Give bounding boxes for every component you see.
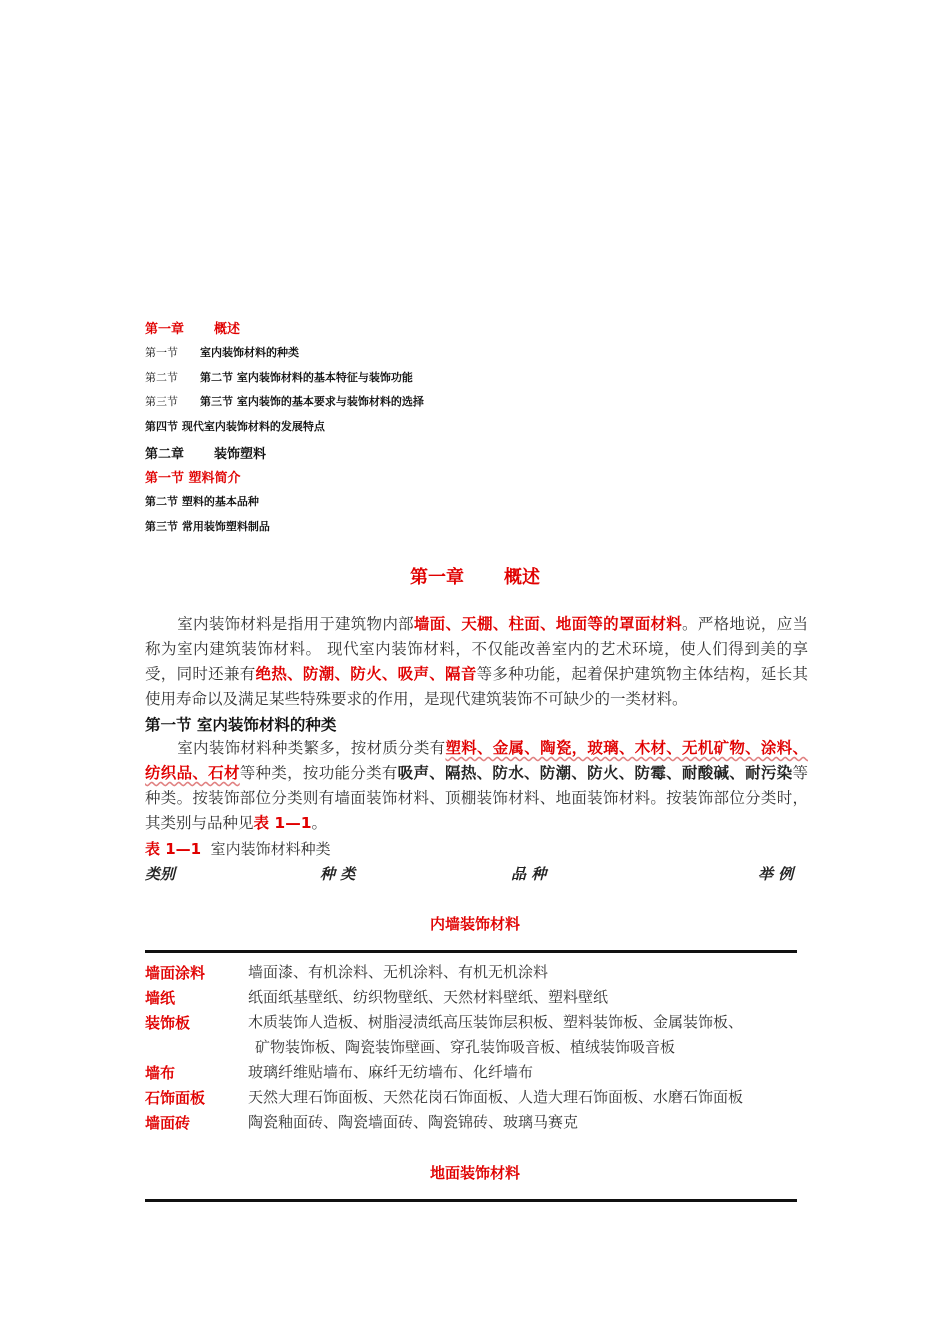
table-row-items-continued: 矿物装饰板、陶瓷装饰壁画、穿孔装饰吸音板、植绒装饰吸音板 (255, 1038, 676, 1056)
table-row-category: 墙纸 (145, 989, 176, 1007)
table-row-category: 石饰面板 (145, 1089, 206, 1107)
toc-section-num: 第二节 (145, 371, 178, 384)
table-row-category: 墙面涂料 (145, 964, 206, 982)
column-header-category: 类别 (145, 865, 176, 883)
toc-section-num: 第三节 (145, 395, 178, 408)
section-heading: 第一节 室内装饰材料的种类 (145, 716, 337, 734)
group-title-floor: 地面装饰材料 (429, 1164, 520, 1182)
intro-keyword-2: 绝热、防潮、防火、吸声、隔音 (255, 665, 477, 683)
table-row-category: 墙布 (145, 1064, 176, 1082)
table-caption (145, 838, 331, 859)
section-text-2: 等种类，按功能分类有 (239, 764, 398, 782)
column-header-variety: 品 种 (511, 865, 547, 883)
group-divider (145, 1199, 797, 1202)
toc-chapter-1-title: 概述 (214, 322, 241, 337)
toc-chapter-1-num: 第一章 (145, 322, 185, 337)
table-row-items: 木质装饰人造板、树脂浸渍纸高压装饰层积板、塑料装饰板、金属装饰板、 (248, 1013, 744, 1031)
toc-section-1-3[interactable] (145, 393, 424, 409)
table-row-items: 墙面漆、有机涂料、无机涂料、有机无机涂料 (248, 963, 549, 981)
table-row-category: 墙面砖 (145, 1114, 191, 1132)
table-row-items: 陶瓷釉面砖、陶瓷墙面砖、陶瓷锦砖、玻璃马赛克 (248, 1113, 579, 1131)
toc-chapter-2-num: 第二章 (145, 447, 185, 462)
toc-section-1-2[interactable] (145, 369, 413, 385)
table-row-items: 纸面纸基壁纸、纺织物壁纸、天然材料壁纸、塑料壁纸 (248, 988, 609, 1006)
toc-section-2-2[interactable]: 第二节 塑料的基本品种 (145, 495, 259, 508)
chapter-title (0, 563, 950, 589)
toc-chapter-2-title: 装饰塑料 (214, 447, 267, 462)
toc-section-1-4[interactable]: 第四节 现代室内装饰材料的发展特点 (145, 420, 325, 433)
toc-section-num: 第一节 (145, 346, 178, 359)
group-divider (145, 950, 797, 953)
intro-text-1: 室内装饰材料是指用于建筑物内部 (177, 615, 414, 633)
table-reference[interactable]: 表 1—1 (253, 814, 312, 832)
table-row-items: 玻璃纤维贴墙布、麻纤无纺墙布、化纤墙布 (248, 1063, 534, 1081)
toc-chapter-1[interactable] (145, 318, 240, 337)
toc-section-title: 第三节 室内装饰的基本要求与装饰材料的选择 (200, 395, 424, 408)
section-text-1: 室内装饰材料种类繁多，按材质分类有 (177, 739, 446, 757)
column-header-type: 种 类 (320, 865, 356, 883)
section-keyword-functions: 吸声、隔热、防水、防潮、防火、防霉、耐酸碱、耐污染 (397, 764, 793, 782)
intro-text-3: 等多种功能，起着保护建筑物主体结构，延长其使用寿命以及满足某些特殊要求的作用，是现代建筑装饰不可缺少的一类材料。 (145, 665, 808, 708)
column-header-example: 举 例 (758, 865, 794, 883)
table-caption-text: 室内装饰材料种类 (210, 840, 331, 858)
toc-section-title: 第二节 室内装饰材料的基本特征与装饰功能 (200, 371, 413, 384)
toc-chapter-2[interactable] (145, 443, 266, 462)
section-paragraph (145, 736, 808, 836)
section-text-3: 等种类。按装饰部位分类则有墙面装饰材料、顶棚装饰材料、地面装饰材料。按装饰部位分类时，其类别与品种见 (145, 764, 808, 832)
intro-text-2: 。严格地说，应当称为室内建筑装饰材料。 现代室内装饰材料，不仅能改善室内的艺术环境，使人们得到美的享受，同时还兼有 (145, 615, 808, 683)
intro-paragraph (145, 612, 808, 712)
toc-section-2-1[interactable]: 第一节 塑料简介 (145, 471, 241, 486)
chapter-number: 第一章 (410, 567, 464, 588)
section-text-4: 。 (311, 814, 327, 832)
table-caption-number: 表 1—1 (145, 840, 202, 858)
table-row-items: 天然大理石饰面板、天然花岗石饰面板、人造大理石饰面板、水磨石饰面板 (248, 1088, 744, 1106)
chapter-name: 概述 (504, 567, 540, 588)
intro-keyword-1: 墙面、天棚、柱面、地面等的罩面材料 (413, 615, 683, 633)
toc-section-2-3[interactable]: 第三节 常用装饰塑料制品 (145, 520, 270, 533)
toc-section-title: 室内装饰材料的种类 (200, 346, 299, 359)
group-title-interior-wall: 内墙装饰材料 (429, 915, 520, 933)
section-keyword-materials: 塑料、金属、陶瓷，玻璃、木材、无机矿物、涂料、纺织品、石材 (145, 739, 808, 782)
table-row-category: 装饰板 (145, 1014, 191, 1032)
toc-section-1-1[interactable] (145, 344, 299, 360)
